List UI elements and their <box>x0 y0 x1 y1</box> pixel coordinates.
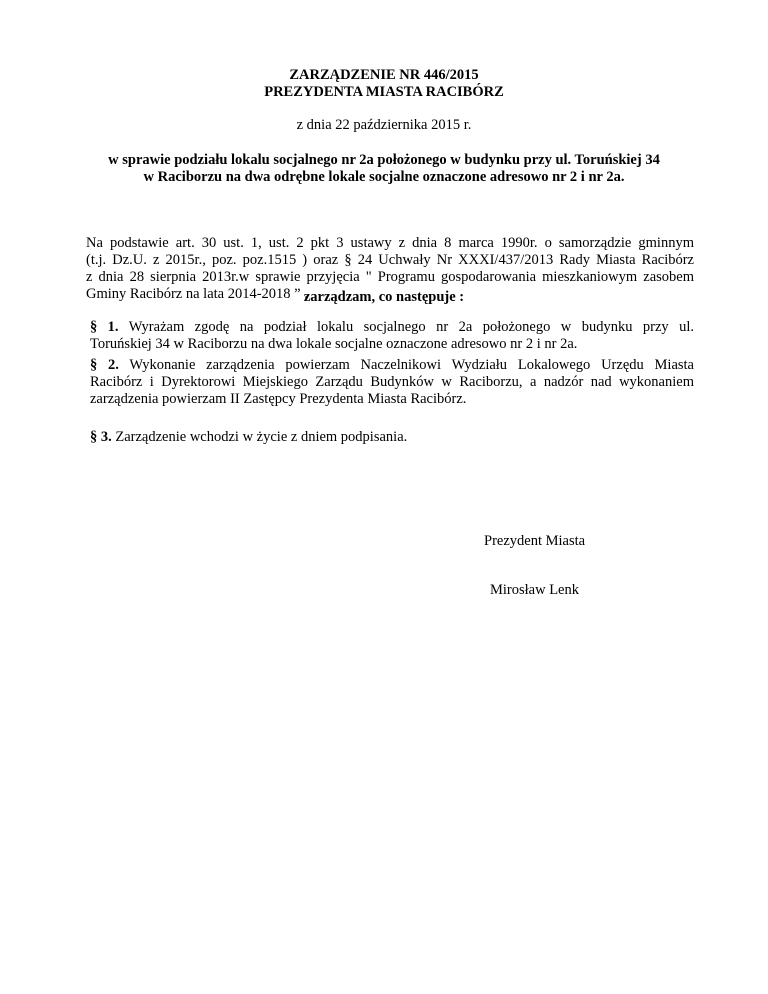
section-3-text-1: Zarządzenie wchodzi w życie z dniem podpisania. <box>111 429 408 445</box>
section-3 <box>74 429 694 446</box>
section-2-number: § 2. <box>90 357 119 373</box>
section-2 <box>74 357 694 408</box>
document-date: z dnia 22 października 2015 r. <box>296 117 472 133</box>
document-subject <box>74 152 694 186</box>
section-1-number: § 1. <box>90 319 119 335</box>
signature-title: Prezydent Miasta <box>484 533 586 549</box>
title-line-2: PREZYDENTA MIASTA RACIBÓRZ <box>264 84 504 100</box>
subject-line-1: w sprawie podziału lokalu socjalnego nr 2a położonego w budynku przy ul. Toruńskiej 34 <box>108 152 660 168</box>
section-1-line-1 <box>74 319 694 336</box>
section-3-number: § 3. <box>90 429 112 445</box>
section-1 <box>74 319 694 353</box>
section-2-line-1 <box>74 357 694 374</box>
intro-line-2: (t.j. Dz.U. z 2015r., poz. poz.1515 ) oraz § 24 Uchwały Nr XXXI/437/2013 Rady Miasta Racibórz <box>86 252 694 268</box>
subject-line-2: w Raciborzu na dwa odrębne lokale socjalne oznaczone adresowo nr 2 i nr 2a. <box>143 169 625 185</box>
section-3-line-1 <box>74 429 694 446</box>
signature-name: Mirosław Lenk <box>490 582 579 598</box>
intro-line-4: Gminy Racibórz na lata 2014-2018 ” . <box>86 286 308 302</box>
intro-line-1: Na podstawie art. 30 ust. 1, ust. 2 pkt 3 ustawy z dnia 8 marca 1990r. o samorządzie gminnym <box>86 235 694 251</box>
section-2-text-3: zarządzenia powierzam II Zastępcy Prezydenta Miasta Racibórz. <box>90 391 467 407</box>
section-1-text-1: Wyrażam zgodę na podział lokalu socjalnego nr 2a położonego w budynku przy ul. <box>118 319 694 335</box>
section-2-text-2: Racibórz i Dyrektorowi Miejskiego Zarządu Budynków w Raciborzu, a nadzór nad wykonaniem <box>90 374 694 390</box>
title-line-1: ZARZĄDZENIE NR 446/2015 <box>289 67 479 83</box>
intro-line-3: z dnia 28 sierpnia 2013r.w sprawie przyjęcia " Programu gospodarowania mieszkaniowym zasobem <box>86 269 694 285</box>
section-2-text-1: Wykonanie zarządzenia powierzam Naczelnikowi Wydziału Lokalowego Urzędu Miasta <box>118 357 694 373</box>
section-1-text-2: Toruńskiej 34 w Raciborzu na dwa lokale socjalne oznaczone adresowo nr 2 i nr 2a. <box>90 336 578 352</box>
document-title <box>74 67 694 101</box>
decree-statement: zarządzam, co następuje : <box>303 289 465 305</box>
